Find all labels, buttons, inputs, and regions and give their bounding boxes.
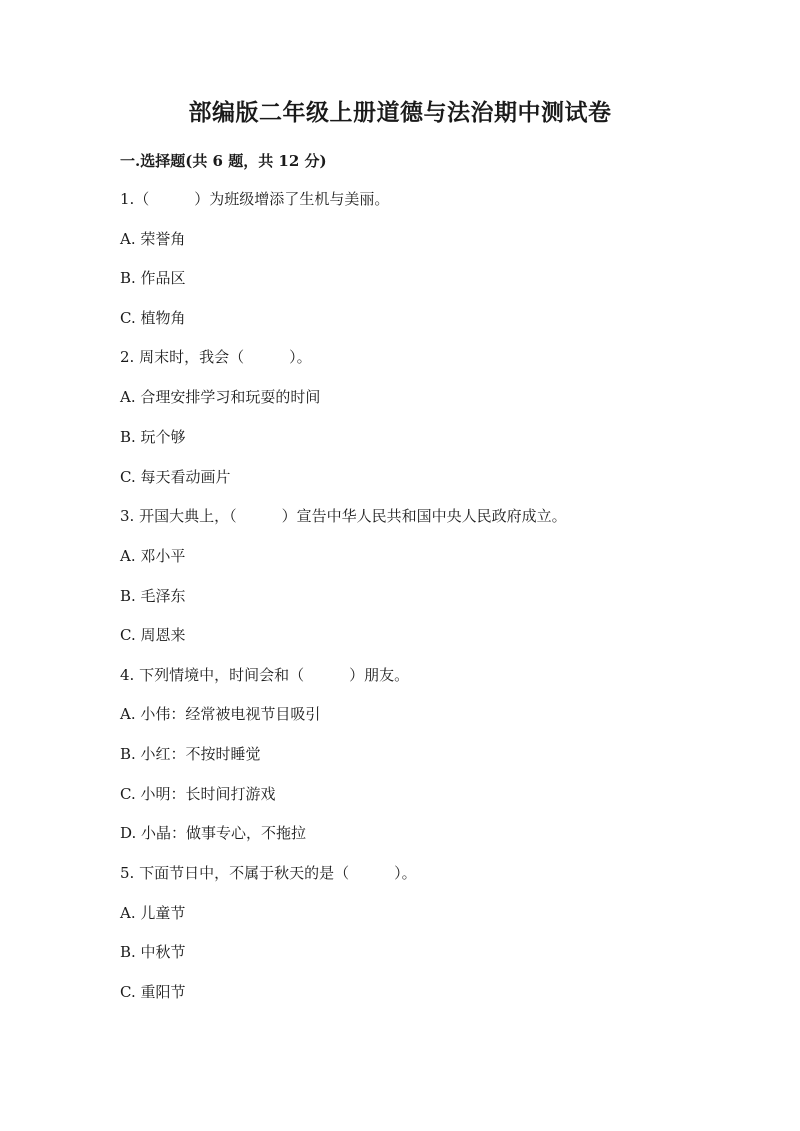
option-item: B. 小红：不按时睡觉 [120,745,261,763]
option-item: C. 植物角 [120,309,186,327]
option-item: A. 荣誉角 [120,230,186,248]
option-item: C. 小明：长时间打游戏 [120,785,276,803]
option-item: B. 作品区 [120,269,186,287]
question-stem: 5. 下面节日中，不属于秋天的是（ ）。 [120,864,417,882]
option-item: B. 毛泽东 [120,587,186,605]
question-stem: 1.（ ）为班级增添了生机与美丽。 [120,190,390,208]
option-item: D. 小晶：做事专心，不拖拉 [120,824,307,842]
option-item: A. 邓小平 [120,547,186,565]
question-stem: 4. 下列情境中，时间会和（ ）朋友。 [120,666,410,684]
page-title: 部编版二年级上册道德与法治期中测试卷 [188,99,612,126]
question-stem: 2. 周末时，我会（ ）。 [120,348,312,366]
option-item: A. 小伟：经常被电视节目吸引 [120,705,321,723]
option-item: C. 重阳节 [120,983,186,1001]
option-item: B. 中秋节 [120,943,186,961]
option-item: A. 合理安排学习和玩耍的时间 [120,388,321,406]
option-item: C. 每天看动画片 [120,468,231,486]
option-item: A. 儿童节 [120,904,186,922]
question-stem: 3. 开国大典上，（ ）宣告中华人民共和国中央人民政府成立。 [120,507,567,525]
section-heading: 一.选择题(共 6 题，共 12 分) [120,152,327,170]
option-item: B. 玩个够 [120,428,186,446]
option-item: C. 周恩来 [120,626,186,644]
